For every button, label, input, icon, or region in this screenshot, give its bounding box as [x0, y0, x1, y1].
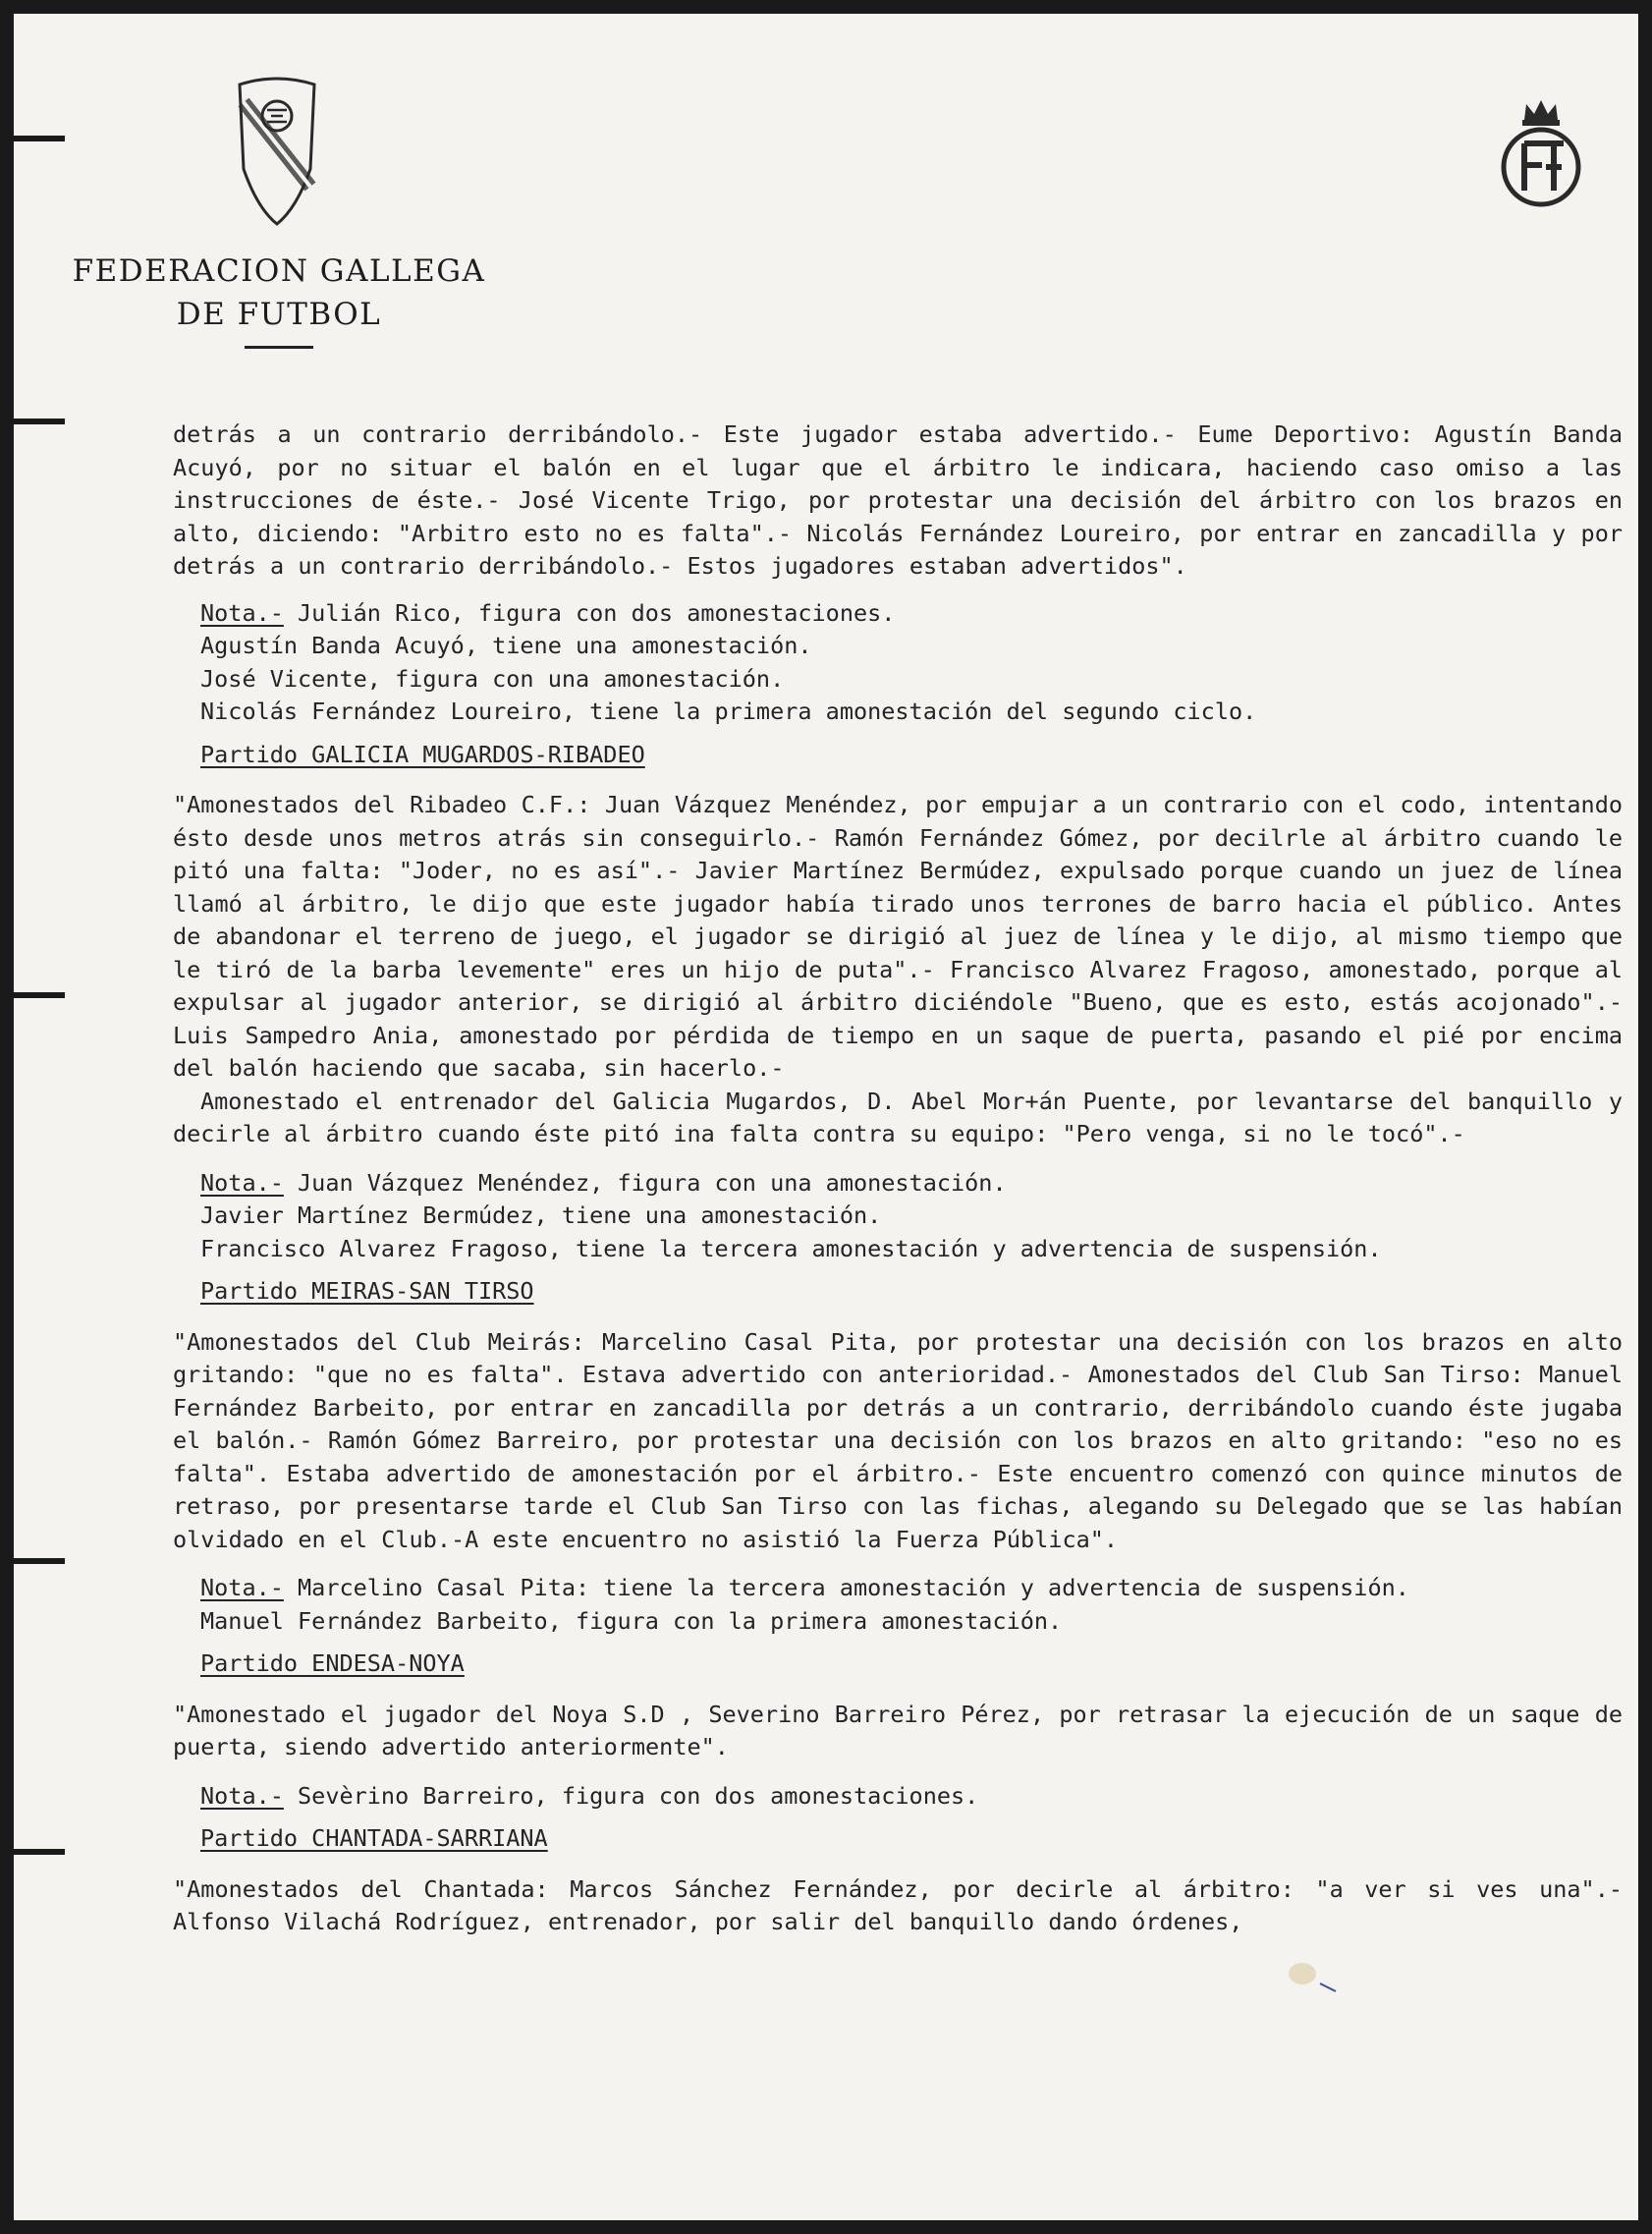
- binder-hole-mark: [14, 1558, 65, 1564]
- document-page: [14, 14, 1638, 2220]
- match-report-coach-note: Amonestado el entrenador del Galicia Mugardos, D. Abel Mor+án Puente, por levantarse del banquillo y decirle al árbitro cuando éste pitó ina falta contra su equipo: "Pero venga, si no le tocó".-: [173, 1087, 1623, 1147]
- document-body: [173, 419, 1623, 1939]
- binder-hole-mark: [14, 1849, 65, 1855]
- binder-hole-mark: [14, 136, 65, 141]
- match-heading-meiras-san-tirso: Partido MEIRAS-SAN TIRSO: [200, 1277, 534, 1305]
- nota-label: Nota.-: [200, 1781, 284, 1810]
- nota-line: Javier Martínez Bermúdez, tiene una amonestación.: [200, 1201, 882, 1229]
- organization-name-line2: DE FUTBOL: [176, 297, 382, 332]
- match-report-endesa-noya: "Amonestado el jugador del Noya S.D , Severino Barreiro Pérez, por retrasar la ejecución de un saque de puerta, siendo advertido anteriormente".: [173, 1700, 1623, 1760]
- paper-stain: [1281, 1954, 1340, 1993]
- nota-line: José Vicente, figura con una amonestación.: [200, 664, 785, 693]
- organization-name-line1: FEDERACION GALLEGA: [72, 253, 486, 289]
- crowned-federation-emblem-icon: [1497, 92, 1585, 210]
- nota-line: Francisco Alvarez Fragoso, tiene la tercera amonestación y advertencia de suspensión.: [200, 1234, 1382, 1262]
- federation-shield-icon: [228, 71, 326, 228]
- match-report-meiras-san-tirso: "Amonestados del Club Meirás: Marcelino Casal Pita, por protestar una decisión con los brazos en alto gritando: "que no es falta". Estava advertido con anterioridad.- Amonestados del Club San Tirso: Manuel Fernández Barbeito, por entrar en zancadilla por detrás a un contrario, derribándolo cuando éste jugaba el balón.- Ramón Gómez Barreiro, por protestar una decisión con los brazos en alto gritando: "eso no es falta". Estaba advertido de amonestación por el árbitro.- Este encuentro comenzó con quince minutos de retraso, por presentarse tarde el Club San Tirso con las fichas, alegando su Delegado que se las habían olvidado en el Club.-A este encuentro no asistió la Fuerza Pública".: [173, 1327, 1623, 1553]
- binder-hole-mark: [14, 419, 65, 424]
- nota-line: Julián Rico, figura con dos amonestaciones.: [283, 598, 896, 627]
- nota-block-1: [200, 597, 1623, 729]
- nota-block-2: [200, 1167, 1623, 1266]
- organization-name: [63, 250, 495, 349]
- header-divider: [245, 346, 313, 349]
- intro-paragraph: detrás a un contrario derribándolo.- Este jugador estaba advertido.- Eume Deportivo: Agustín Banda Acuyó, por no situar el balón en el lugar que el árbitro le indicara, haciendo caso omiso a las instrucciones de éste.- José Vicente Trigo, por protestar una decisión del árbitro con los brazos en alto, diciendo: "Arbitro esto no es falta".- Nicolás Fernández Loureiro, por entrar en zancadilla y por detrás a un contrario derribándolo.- Estos jugadores estaban advertidos".: [173, 420, 1623, 580]
- match-heading-endesa-noya: Partido ENDESA-NOYA: [200, 1649, 465, 1677]
- nota-line: Manuel Fernández Barbeito, figura con la primera amonestación.: [200, 1606, 1063, 1635]
- binder-hole-mark: [14, 992, 65, 998]
- nota-label: Nota.-: [200, 1168, 284, 1197]
- nota-label: Nota.-: [200, 598, 284, 627]
- nota-block-4: [200, 1780, 1623, 1814]
- nota-block-3: [200, 1572, 1623, 1638]
- match-heading-chantada-sarriana: Partido CHANTADA-SARRIANA: [200, 1824, 548, 1852]
- nota-line: Sevèrino Barreiro, figura con dos amonestaciones.: [283, 1781, 979, 1810]
- nota-line: Juan Vázquez Menéndez, figura con una amonestación.: [283, 1168, 1007, 1197]
- nota-label: Nota.-: [200, 1574, 284, 1601]
- nota-line: Marcelino Casal Pita: tiene la tercera amonestación y advertencia de suspensión.: [283, 1574, 1409, 1601]
- nota-line: Agustín Banda Acuyó, tiene una amonestación.: [200, 632, 812, 659]
- match-heading-galicia-mugardos-ribadeo: Partido GALICIA MUGARDOS-RIBADEO: [200, 740, 645, 768]
- nota-line: Nicolás Fernández Loureiro, tiene la primera amonestación del segundo ciclo.: [200, 698, 1257, 725]
- match-report-chantada-sarriana: "Amonestados del Chantada: Marcos Sánchez Fernández, por decirle al árbitro: "a ver si ves una".- Alfonso Vilachá Rodríguez, entrenador, por salir del banquillo dando órdenes,: [173, 1874, 1623, 1935]
- match-report-galicia-mugardos-ribadeo: "Amonestados del Ribadeo C.F.: Juan Vázquez Menéndez, por empujar a un contrario con el codo, intentando ésto desde unos metros atrás sin conseguirlo.- Ramón Fernández Gómez, por decilrle al árbitro cuando le pitó una falta: "Joder, no es así".- Javier Martínez Bermúdez, expulsado porque cuando un juez de línea llamó al árbitro, le dijo que este jugador había tirado unos terrones de barro hacia el público. Antes de abandonar el terreno de juego, el jugador se dirigió al juez de línea y le dijo, al mismo tiempo que le tiró de la barba levemente" eres un hijo de puta".- Francisco Alvarez Fragoso, amonestado, porque al expulsar al jugador anterior, se dirigió al árbitro diciéndole "Bueno, que es esto, estás acojonado".- Luis Sampedro Ania, amonestado por pérdida de tiempo en un saque de puerta, pasando el pié por encima del balón haciendo que sacaba, sin hacerlo.-: [173, 791, 1623, 1082]
